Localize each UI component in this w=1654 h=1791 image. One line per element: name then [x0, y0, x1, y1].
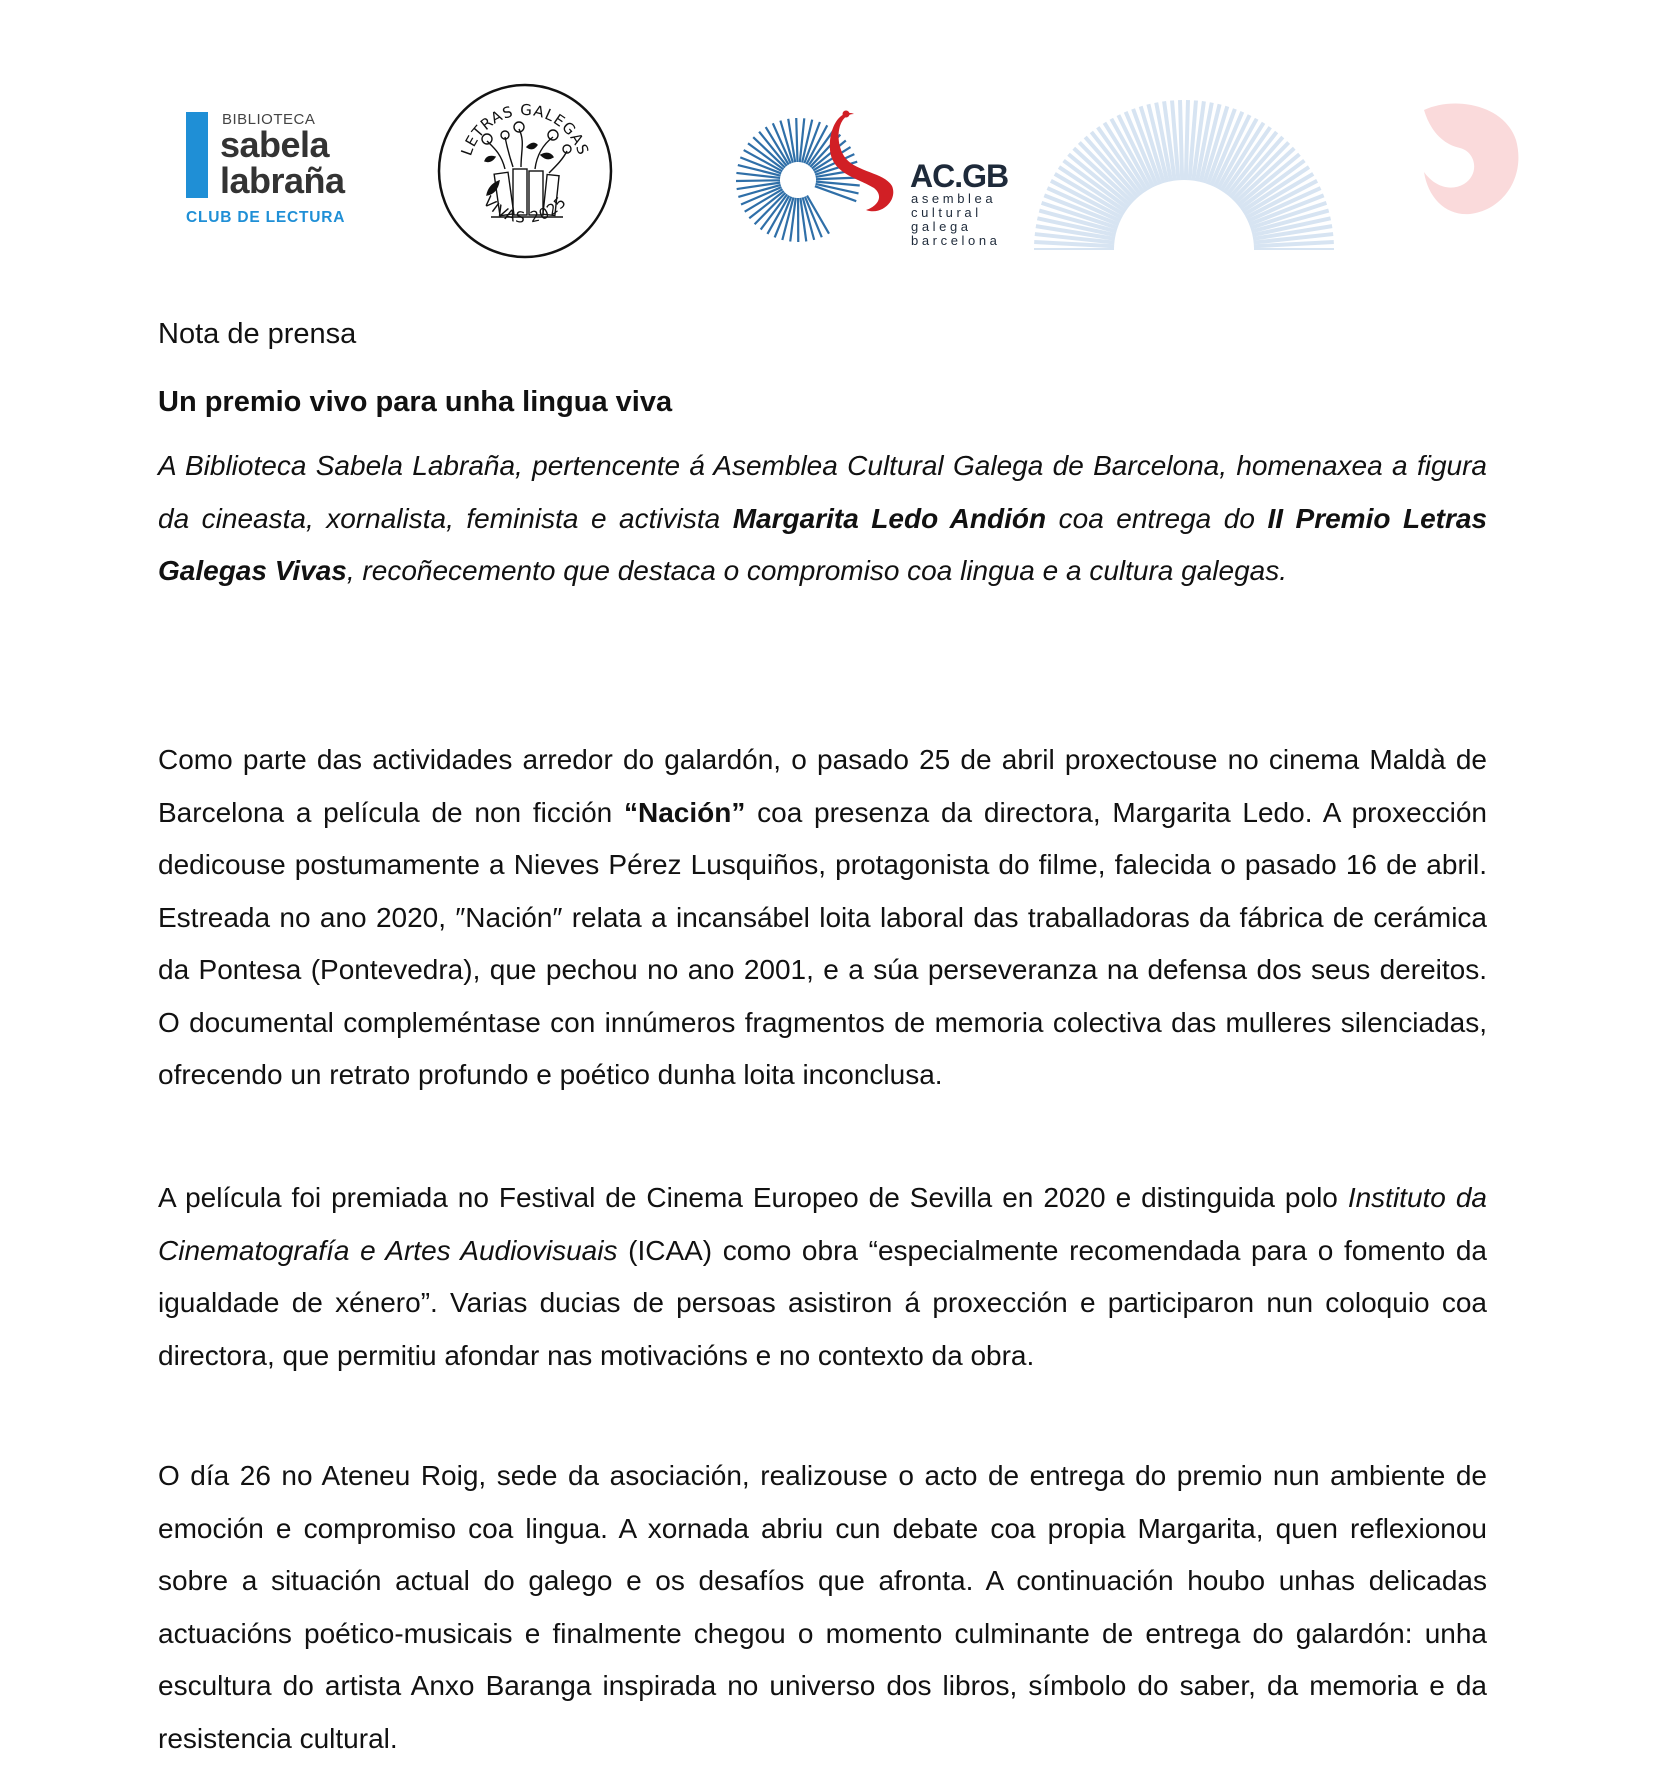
books-and-flowers-icon — [435, 81, 615, 261]
logo-sabela-text: sabela — [220, 124, 330, 165]
body-paragraph-3 — [158, 1450, 1487, 1765]
p3-text: O día 26 no Ateneu Roig, sede da asociación, realizouse o acto de entrega do premio nun ambiente de emoción e compromiso coa lingua. A xornada abriu cun debate coa propia Margarita, quen reflexionou sobre a situación actual do galego e os desafíos que afronta. A continuación houbo unhas delicadas actuacións poético-musicais e finalmente chegou o momento culminante de entrega do galardón: unha escultura do artista Anxo Baranga inspirada no universo dos libros, símbolo do saber, da memoria e da resistencia cultural. — [158, 1460, 1487, 1754]
p1-bold-film: “Nación” — [624, 796, 746, 828]
acgb-sub-barcelona: barcelona — [911, 233, 1001, 248]
intro-text-3: , recoñecemento que destaca o compromiso coa lingua e a cultura galegas. — [346, 555, 1287, 586]
intro-bold-award: II Premio Letras Galegas Vivas — [158, 502, 1488, 586]
biblioteca-sabela-labrana-logo — [186, 108, 386, 238]
p2-text-1: A película foi premiada no Festival de Cinema Europeo de Sevilla en 2020 e distinguida polo — [158, 1182, 1348, 1213]
body-paragraph-2 — [158, 1172, 1487, 1382]
acgb-sub-cultural: cultural — [911, 205, 982, 220]
logo-strip — [0, 0, 1654, 280]
p2-text-2: (ICAA) como obra “especialmente recomendada para o fomento da igualdade de xénero”. Varias ducias de persoas asistiron á proxección e participaron nun coloquio coa directora, que permitiu afondar nas motivacións e no contexto da obra. — [158, 1234, 1487, 1371]
acgb-sub-asemblea: asemblea — [911, 191, 997, 206]
acgb-sub-galega: galega — [911, 219, 972, 234]
intro-bold-name: Margarita Ledo Andión — [732, 502, 1047, 534]
press-release-headline: Un premio vivo para unha lingua viva — [158, 386, 673, 418]
p2-italic-institute: Instituto da Cinematografía e Artes Audiovisuais — [158, 1182, 1487, 1266]
seal-bottom-text: VIVAS 2025 — [479, 192, 571, 227]
logo-biblioteca-text: BIBLIOTECA — [222, 111, 316, 128]
p1-text-2: coa presenza da directora, Margarita Ledo. A proxección dedicouse postumamente a Nieves Pérez Lusquiños, protagonista do filme, falecida o pasado 16 de abril. Estreada no ano 2020, ″Nación″ relata a incansábel loita laboral das traballadoras da fábrica de cerámica da Pontesa (Pontevedra), que pechou no ano 2001, e a súa perseveranza na defensa dos seus dereitos. O documental compleméntase con innúmeros fragmentos de memoria colectiva das mulleres silenciadas, ofrecendo un retrato profundo e poético dunha loita inconclusa. — [158, 796, 1488, 1090]
body-paragraph-1 — [158, 734, 1487, 1102]
acgb-abbr: AC.GB — [910, 158, 1009, 194]
p1-text-1: Como parte das actividades arredor do galardón, o pasado 25 de abril proxectouse no cinema Maldà de Barcelona a película de non ficción — [158, 744, 1487, 828]
logo-club-text: CLUB DE LECTURA — [186, 209, 346, 226]
asemblea-cultural-galega-barcelona-logo — [734, 100, 1544, 250]
intro-text-2: coa entrega do — [1046, 502, 1268, 534]
logo-labrana-text: labraña — [220, 160, 345, 201]
intro-text-1: A Biblioteca Sabela Labraña, pertencente á Asemblea Cultural Galega de Barcelona, homenaxea a figura da cineasta, xornalista, feminista e activista — [158, 450, 1487, 534]
press-release-kicker: Nota de prensa — [158, 318, 357, 350]
logo-blue-bar — [186, 112, 208, 198]
intro-paragraph — [158, 440, 1487, 598]
letras-galegas-vivas-seal — [435, 81, 615, 261]
seal-top-text: LETRAS GALEGAS — [457, 100, 593, 158]
acgb-emblem-icon — [734, 100, 1544, 250]
